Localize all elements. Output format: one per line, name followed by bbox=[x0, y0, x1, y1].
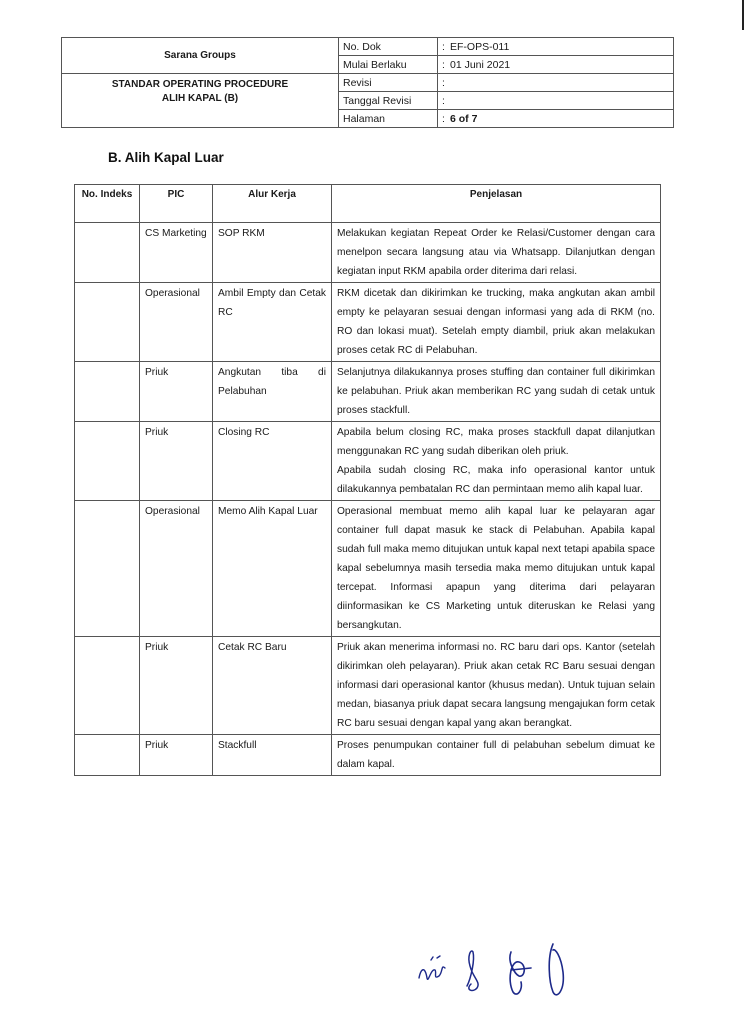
cell-alur: Closing RC bbox=[213, 422, 332, 501]
cell-penjelasan: Proses penumpukan container full di pelabuhan sebelum dimuat ke dalam kapal. bbox=[332, 735, 661, 776]
table-row bbox=[75, 362, 661, 422]
table-row bbox=[75, 637, 661, 735]
cell-penjelasan: Melakukan kegiatan Repeat Order ke Relasi/Customer dengan cara menelpon secara langsung atau via Whatsapp. Dilanjutkan dengan kegiatan input RKM apabila order diterima dari relasi. bbox=[332, 223, 661, 283]
column-header-pic: PIC bbox=[140, 185, 213, 223]
cell-pic: CS Marketing bbox=[140, 223, 213, 283]
revision-date-label: Tanggal Revisi bbox=[339, 92, 438, 110]
cell-no bbox=[75, 735, 140, 776]
penjelasan-paragraph: Apabila belum closing RC, maka proses stackfull dapat dilanjutkan menggunakan RC yang sudah diberikan oleh priuk. bbox=[337, 427, 655, 457]
cell-no bbox=[75, 362, 140, 422]
cell-no bbox=[75, 283, 140, 362]
cell-alur: SOP RKM bbox=[213, 223, 332, 283]
table-row bbox=[75, 422, 661, 501]
cell-alur: Angkutan tiba di Pelabuhan bbox=[213, 362, 332, 422]
document-header bbox=[61, 37, 674, 128]
cell-no bbox=[75, 223, 140, 283]
cell-pic: Priuk bbox=[140, 637, 213, 735]
document-title-line-1: STANDAR OPERATING PROCEDURE bbox=[111, 79, 289, 90]
table-header-row bbox=[75, 185, 661, 223]
page-label: Halaman bbox=[339, 110, 438, 128]
revision-date-value: : bbox=[438, 92, 674, 110]
cell-no bbox=[75, 501, 140, 637]
column-header-penjelasan: Penjelasan bbox=[332, 185, 661, 223]
procedure-table bbox=[74, 184, 661, 776]
table-row bbox=[75, 501, 661, 637]
table-row bbox=[75, 283, 661, 362]
revision-label: Revisi bbox=[339, 74, 438, 92]
column-header-alur: Alur Kerja bbox=[213, 185, 332, 223]
document-title-line-2: ALIH KAPAL (B) bbox=[161, 93, 239, 104]
effective-date-value: : 01 Juni 2021 bbox=[438, 56, 674, 74]
section-title: B. Alih Kapal Luar bbox=[108, 150, 224, 165]
cell-no bbox=[75, 422, 140, 501]
table-row bbox=[75, 735, 661, 776]
cell-pic: Operasional bbox=[140, 501, 213, 637]
cell-alur: Cetak RC Baru bbox=[213, 637, 332, 735]
cell-pic: Priuk bbox=[140, 735, 213, 776]
cell-pic: Priuk bbox=[140, 422, 213, 501]
cell-alur: Ambil Empty dan Cetak RC bbox=[213, 283, 332, 362]
company-name: Sarana Groups bbox=[62, 38, 339, 74]
cell-penjelasan: Selanjutnya dilakukannya proses stuffing dan container full dikirimkan ke pelabuhan. Priuk akan memberikan RC yang sudah di cetak untuk proses stackfull. bbox=[332, 362, 661, 422]
penjelasan-paragraph: Apabila sudah closing RC, maka info operasional kantor untuk dilakukannya pembatalan RC dan permintaan memo alih kapal luar. bbox=[337, 465, 655, 495]
cell-penjelasan: RKM dicetak dan dikirimkan ke trucking, maka angkutan akan ambil empty ke pelayaran sesuai dengan informasi yang ada di RKM (no. RO dan lokasi muat). Setelah empty diambil, priuk akan melakukan proses cetak RC di Pelabuhan. bbox=[332, 283, 661, 362]
column-header-no: No. Indeks bbox=[75, 185, 140, 223]
table-row bbox=[75, 223, 661, 283]
cell-penjelasan: Priuk akan menerima informasi no. RC baru dari ops. Kantor (setelah dikirimkan oleh pelayaran). Priuk akan cetak RC Baru sesuai dengan informasi dari operasional kantor (khusus medan). Untuk tujuan selain medan, biasanya priuk dapat secara langsung mengajukan form cetak RC baru sesuai dengan kapal yang akan berangkat. bbox=[332, 637, 661, 735]
signature-2 bbox=[467, 951, 478, 991]
cell-penjelasan: Operasional membuat memo alih kapal luar ke pelayaran agar container full dapat masuk ke stack di Pelabuhan. Apabila kapal sudah full maka memo ditujukan untuk kapal next tetapi apabila space kapal sebelumnya masih tersedia maka memo ditujukan untuk kapal tercepat. Informasi apapun yang diterima dari pelayaran diinformasikan ke CS Marketing untuk diteruskan ke Relasi yang bersangkutan. bbox=[332, 501, 661, 637]
cell-alur: Stackfull bbox=[213, 735, 332, 776]
cell-alur: Memo Alih Kapal Luar bbox=[213, 501, 332, 637]
effective-date-label: Mulai Berlaku bbox=[339, 56, 438, 74]
doc-number-value: : EF-OPS-011 bbox=[438, 38, 674, 56]
document-title bbox=[62, 74, 339, 128]
cell-penjelasan bbox=[332, 422, 661, 501]
cell-pic: Priuk bbox=[140, 362, 213, 422]
cell-pic: Operasional bbox=[140, 283, 213, 362]
signature-block bbox=[415, 938, 585, 1008]
signature-3 bbox=[510, 944, 563, 995]
cell-no bbox=[75, 637, 140, 735]
page-value: : 6 of 7 bbox=[438, 110, 674, 128]
signature-1 bbox=[419, 956, 445, 979]
revision-value: : bbox=[438, 74, 674, 92]
doc-number-label: No. Dok bbox=[339, 38, 438, 56]
